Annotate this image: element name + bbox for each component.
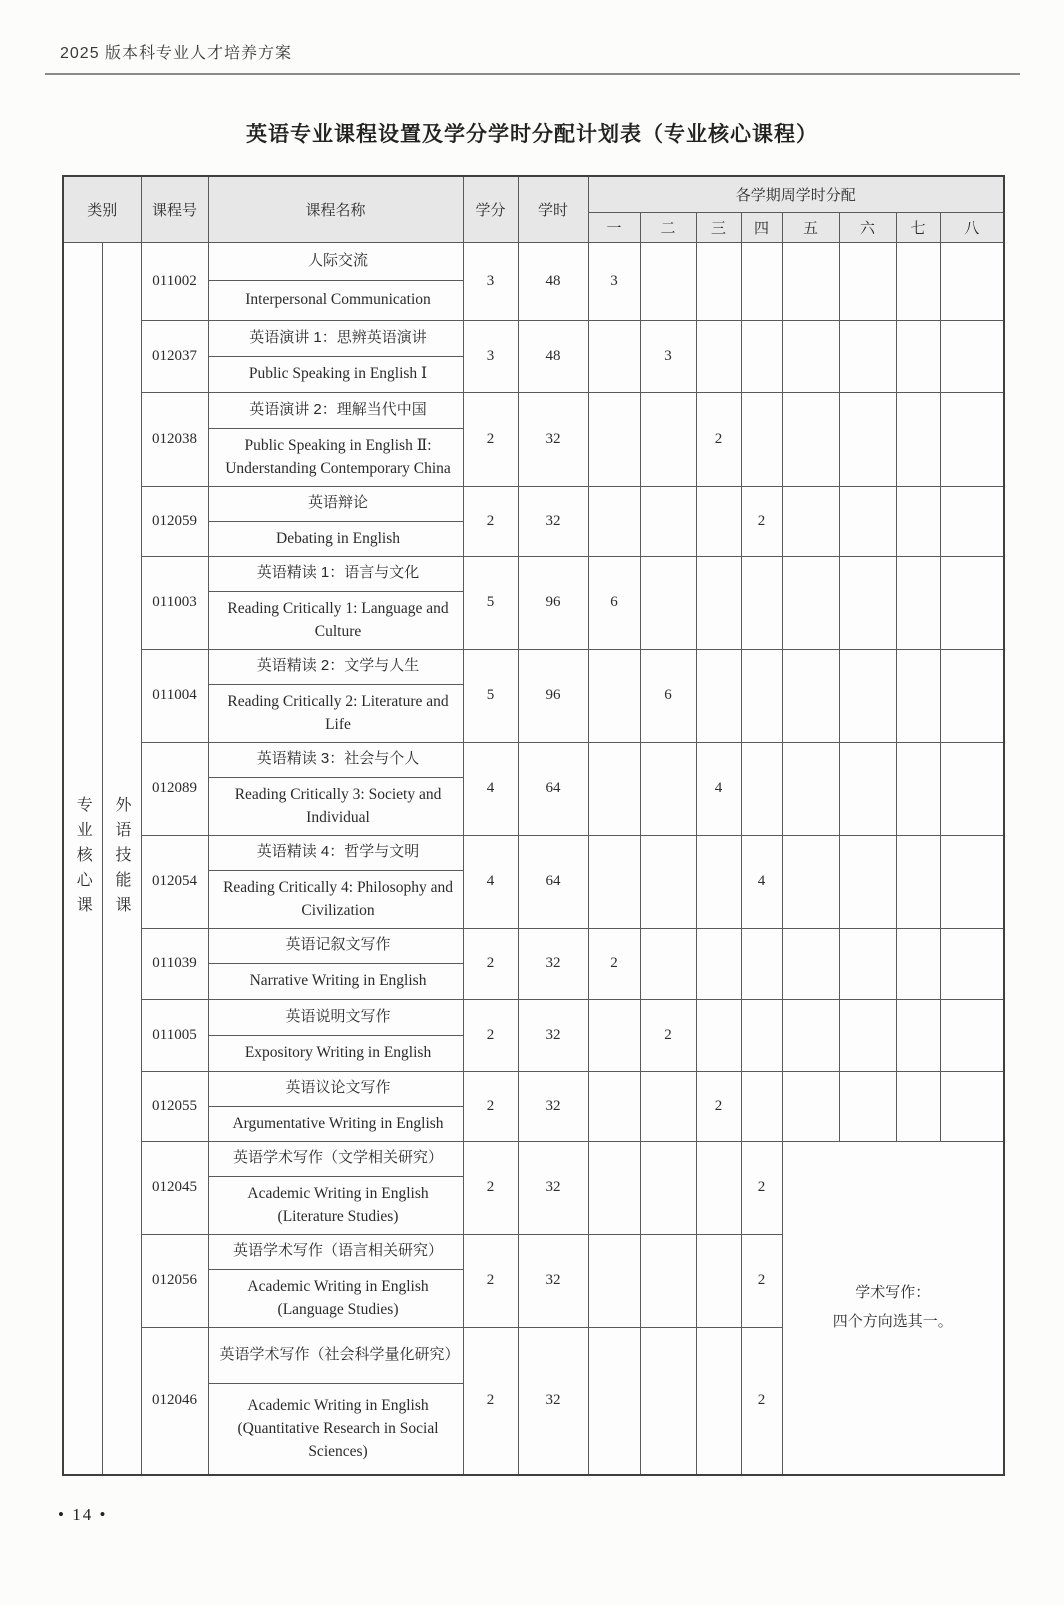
sem-1-value [588,1071,640,1141]
sem-6-value [839,649,896,742]
sem-3-value [696,556,741,649]
sem-3-value [696,928,741,999]
sem-1-value [588,486,640,556]
sem-1-value [588,835,640,928]
sem-5-value [782,392,839,486]
credits-value: 2 [463,1141,518,1234]
credits-value: 2 [463,392,518,486]
sem-6-value [839,742,896,835]
hours-value: 32 [518,486,588,556]
course-name-zh: 英语辩论 [208,486,463,521]
hours-value: 32 [518,999,588,1071]
sem-7-value [896,320,940,392]
course-name-en: Debating in English [208,521,463,556]
sem-2-value [640,242,696,320]
credits-value: 5 [463,556,518,649]
course-code: 012054 [141,835,208,928]
sem-2-value [640,486,696,556]
header-sem-3: 三 [696,212,741,242]
sem-4-value [741,556,782,649]
header-sem-8: 八 [940,212,1004,242]
curriculum-table [62,175,1005,1476]
course-row-zh [63,999,1004,1035]
sem-2-value: 3 [640,320,696,392]
course-row-zh [63,649,1004,684]
sem-5-value [782,486,839,556]
page-number: • 14 • [58,1505,108,1524]
course-name-en: Reading Critically 3: Society and Individual [208,777,463,835]
credits-value: 2 [463,1327,518,1475]
sem-2-value [640,1234,696,1327]
header-sem-4: 四 [741,212,782,242]
sem-7-value [896,392,940,486]
sem-3-value [696,1141,741,1234]
sem-7-value [896,486,940,556]
sem-8-value [940,320,1004,392]
course-name-zh: 英语议论文写作 [208,1071,463,1106]
sem-8-value [940,928,1004,999]
sem-2-value: 6 [640,649,696,742]
category-primary-label: 专业核心课 [74,795,92,921]
course-name-en: Academic Writing in English (Quantitative Research in Social Sciences) [208,1383,463,1475]
course-row-zh [63,486,1004,521]
header-sem-5: 五 [782,212,839,242]
course-code: 012056 [141,1234,208,1327]
course-row-zh [63,742,1004,777]
course-code: 012089 [141,742,208,835]
course-code: 012037 [141,320,208,392]
sem-3-value [696,242,741,320]
course-code: 012055 [141,1071,208,1141]
sem-8-value [940,835,1004,928]
sem-4-value: 4 [741,835,782,928]
sem-4-value: 2 [741,1234,782,1327]
sem-4-value [741,742,782,835]
sem-3-value [696,999,741,1071]
course-code: 011002 [141,242,208,320]
header-sem-6: 六 [839,212,896,242]
credits-value: 2 [463,999,518,1071]
course-row-zh [63,242,1004,280]
sem-1-value [588,742,640,835]
credits-value: 2 [463,1234,518,1327]
course-row-zh [63,320,1004,356]
course-name-en: Public Speaking in English Ⅱ: Understanding Contemporary China [208,428,463,486]
header-divider [45,73,1020,75]
sem-6-value [839,999,896,1071]
note-line-2: 四个方向选其一。 [832,1312,953,1330]
sem-3-value [696,649,741,742]
course-name-en: Reading Critically 2: Literature and Life [208,684,463,742]
sem-5-value [782,1071,839,1141]
credits-value: 2 [463,928,518,999]
note-line-1: 学术写作： [855,1284,931,1302]
course-name-zh: 英语学术写作（语言相关研究） [208,1234,463,1269]
sem-2-value [640,835,696,928]
sem-6-value [839,320,896,392]
sem-7-value [896,999,940,1071]
sem-8-value [940,556,1004,649]
sem-2-value [640,392,696,486]
category-secondary-cell [102,242,141,1475]
course-row-zh [63,1141,1004,1176]
course-name-zh: 英语精读 4：哲学与文明 [208,835,463,870]
sem-5-value [782,649,839,742]
note-cell [782,1141,1004,1475]
course-name-zh: 英语演讲 2：理解当代中国 [208,392,463,428]
sem-2-value [640,928,696,999]
course-name-en: Reading Critically 1: Language and Culture [208,591,463,649]
header-credits: 学分 [463,176,518,242]
course-code: 011004 [141,649,208,742]
sem-4-value: 2 [741,1327,782,1475]
sem-4-value [741,392,782,486]
sem-4-value [741,1071,782,1141]
credits-value: 3 [463,320,518,392]
header-course-name: 课程名称 [208,176,463,242]
sem-2-value [640,742,696,835]
course-code: 012038 [141,392,208,486]
sem-6-value [839,242,896,320]
course-name-zh: 人际交流 [208,242,463,280]
sem-5-value [782,835,839,928]
sem-6-value [839,835,896,928]
sem-5-value [782,556,839,649]
sem-7-value [896,742,940,835]
hours-value: 64 [518,835,588,928]
course-code: 012059 [141,486,208,556]
sem-1-value: 3 [588,242,640,320]
sem-1-value [588,1327,640,1475]
hours-value: 32 [518,928,588,999]
hours-value: 48 [518,320,588,392]
header-semester-group: 各学期周学时分配 [588,176,1004,212]
course-name-en: Narrative Writing in English [208,963,463,999]
header-sem-1: 一 [588,212,640,242]
hours-value: 64 [518,742,588,835]
sem-6-value [839,928,896,999]
category-primary-cell [63,242,102,1475]
sem-1-value [588,392,640,486]
sem-5-value [782,742,839,835]
course-name-zh: 英语记叙文写作 [208,928,463,963]
course-name-zh: 英语精读 3：社会与个人 [208,742,463,777]
sem-1-value [588,1141,640,1234]
sem-4-value [741,649,782,742]
course-name-en: Reading Critically 4: Philosophy and Civilization [208,870,463,928]
sem-4-value: 2 [741,1141,782,1234]
sem-3-value [696,835,741,928]
header-course-no: 课程号 [141,176,208,242]
course-name-zh: 英语演讲 1：思辨英语演讲 [208,320,463,356]
course-row-zh [63,556,1004,591]
sem-4-value: 2 [741,486,782,556]
sem-5-value [782,928,839,999]
course-row-zh [63,1071,1004,1106]
sem-7-value [896,242,940,320]
sem-7-value [896,835,940,928]
sem-1-value [588,320,640,392]
category-secondary-label: 外语技能课 [113,795,130,921]
sem-6-value [839,1071,896,1141]
sem-2-value [640,1071,696,1141]
header-row-1 [63,176,1004,212]
hours-value: 32 [518,1327,588,1475]
header-category: 类别 [63,176,141,242]
hours-value: 32 [518,1141,588,1234]
course-name-en: Interpersonal Communication [208,280,463,320]
header-sem-7: 七 [896,212,940,242]
hours-value: 32 [518,1234,588,1327]
sem-2-value [640,1141,696,1234]
sem-8-value [940,649,1004,742]
sem-8-value [940,742,1004,835]
course-row-zh [63,835,1004,870]
sem-5-value [782,999,839,1071]
credits-value: 3 [463,242,518,320]
sem-3-value [696,486,741,556]
hours-value: 32 [518,1071,588,1141]
header-sem-2: 二 [640,212,696,242]
course-name-en: Academic Writing in English (Literature Studies) [208,1176,463,1234]
sem-3-value [696,1234,741,1327]
sem-2-value: 2 [640,999,696,1071]
hours-value: 96 [518,649,588,742]
sem-5-value [782,242,839,320]
sem-6-value [839,392,896,486]
course-name-zh: 英语学术写作（文学相关研究） [208,1141,463,1176]
course-name-en: Public Speaking in English Ⅰ [208,356,463,392]
page-title: 英语专业课程设置及学分学时分配计划表（专业核心课程） [246,123,818,146]
credits-value: 4 [463,835,518,928]
sem-3-value: 2 [696,392,741,486]
credits-value: 2 [463,1071,518,1141]
sem-3-value: 4 [696,742,741,835]
sem-2-value [640,556,696,649]
course-row-zh [63,392,1004,428]
credits-value: 2 [463,486,518,556]
credits-value: 4 [463,742,518,835]
course-name-en: Argumentative Writing in English [208,1106,463,1141]
sem-4-value [741,928,782,999]
sem-5-value [782,320,839,392]
sem-1-value: 2 [588,928,640,999]
course-name-zh: 英语学术写作（社会科学量化研究） [208,1327,463,1383]
header-hours: 学时 [518,176,588,242]
course-name-en: Academic Writing in English (Language Studies) [208,1269,463,1327]
document-header: 2025 版本科专业人才培养方案 [60,45,293,62]
sem-7-value [896,928,940,999]
course-code: 011005 [141,999,208,1071]
sem-1-value: 6 [588,556,640,649]
sem-7-value [896,1071,940,1141]
course-name-zh: 英语说明文写作 [208,999,463,1035]
sem-2-value [640,1327,696,1475]
course-code: 012045 [141,1141,208,1234]
sem-1-value [588,649,640,742]
sem-1-value [588,1234,640,1327]
sem-4-value [741,999,782,1071]
sem-8-value [940,1071,1004,1141]
sem-3-value [696,1327,741,1475]
sem-6-value [839,486,896,556]
sem-8-value [940,392,1004,486]
course-row-zh [63,928,1004,963]
sem-3-value: 2 [696,1071,741,1141]
course-name-en: Expository Writing in English [208,1035,463,1071]
sem-7-value [896,556,940,649]
sem-1-value [588,999,640,1071]
hours-value: 96 [518,556,588,649]
course-code: 011039 [141,928,208,999]
sem-8-value [940,486,1004,556]
sem-4-value [741,320,782,392]
sem-7-value [896,649,940,742]
sem-8-value [940,242,1004,320]
course-code: 012046 [141,1327,208,1475]
course-name-zh: 英语精读 1：语言与文化 [208,556,463,591]
sem-4-value [741,242,782,320]
sem-8-value [940,999,1004,1071]
hours-value: 32 [518,392,588,486]
sem-3-value [696,320,741,392]
course-name-zh: 英语精读 2：文学与人生 [208,649,463,684]
sem-6-value [839,556,896,649]
hours-value: 48 [518,242,588,320]
credits-value: 5 [463,649,518,742]
course-code: 011003 [141,556,208,649]
